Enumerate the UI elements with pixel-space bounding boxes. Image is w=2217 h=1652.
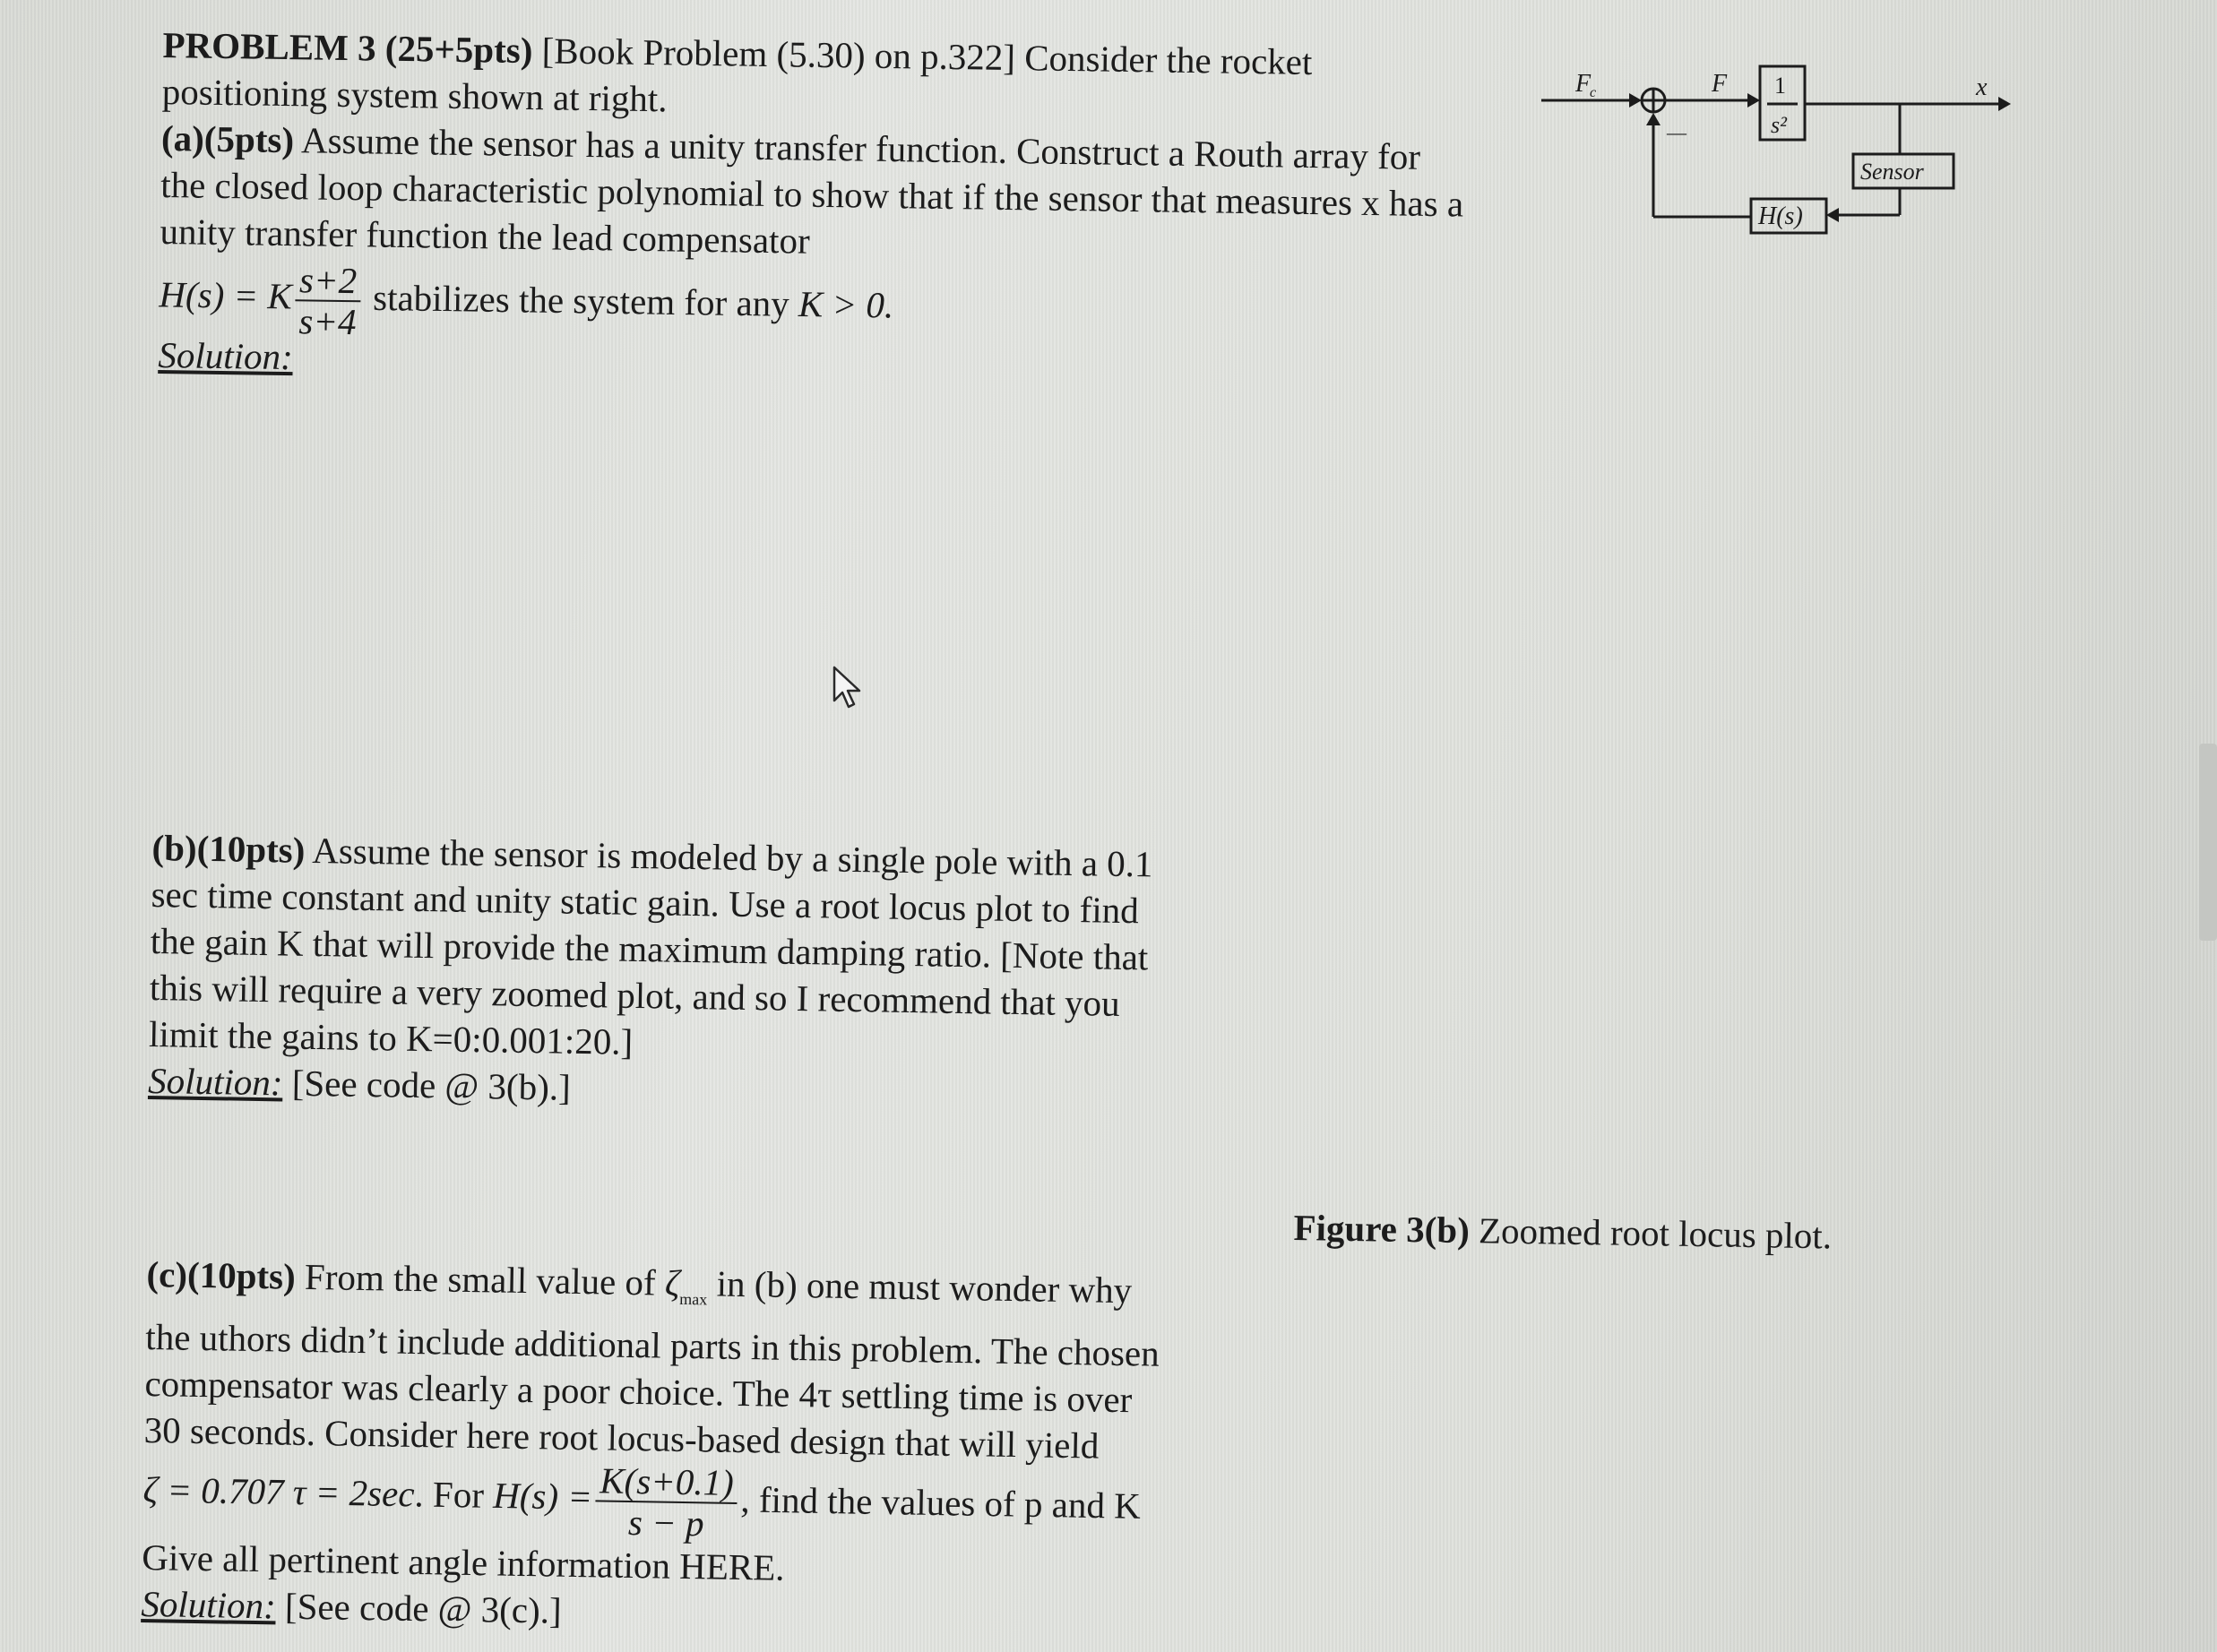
input-subscript: c [1590,85,1597,100]
part-b-text-4: this will require a very zoomed plot, and so I recommend that you [149,966,1121,1024]
output-label: x [1976,73,1988,101]
sensor-arrow [1826,208,1839,222]
figure-caption-label: Figure 3(b) [1293,1206,1471,1252]
problem-intro-2: positioning system shown at right. [161,70,668,120]
part-c-solution-text: [See code @ 3(c).] [275,1585,563,1631]
part-c-text-4: 30 seconds. Consider here root locus-based design that will yield [143,1408,1100,1467]
minus-sign: — [1667,121,1686,143]
block-diagram [1523,54,2025,251]
problem-intro: [Book Problem (5.30) on p.322] Consider the rocket [532,30,1313,83]
part-c-text-2: the uthors didn’t include additional parts in this problem. The chosen [145,1315,1160,1374]
plant-denominator: s² [1771,112,1787,138]
part-c-numerator: K(s+0.1) [596,1460,738,1504]
scrollbar-thumb[interactable] [2199,744,2217,941]
zeta-subscript: max [679,1289,708,1309]
formula-lhs: H(s) = K [159,273,293,317]
force-label: F [1712,70,1728,98]
part-c-fraction [595,1460,738,1544]
part-c-denominator: s − p [627,1501,704,1544]
part-b-text-3: the gain K that will provide the maximum damping ratio. [Note that [150,919,1149,978]
part-c-text-3: compensator was clearly a poor choice. The 4τ settling time is over [144,1362,1133,1421]
part-c [141,1251,1160,1644]
input-arrow [1629,93,1642,108]
design-spec: ζ = 0.707 τ = 2sec [142,1468,415,1515]
part-a-label: (a)(5pts) [160,116,295,161]
part-c-tail: , find the values of p and K [740,1478,1142,1527]
problem-header [158,22,1466,398]
compensator-label: H(s) [1758,202,1803,230]
part-c-text-6: Give all pertinent angle information HERE. [141,1536,785,1588]
formula-numerator: s+2 [296,260,361,302]
part-a-text-2: the closed loop characteristic polynomial to show that if the sensor that measures x has a [160,163,1464,225]
formula-condition: K > 0. [798,282,894,326]
part-c-solution-label: Solution: [141,1582,277,1627]
plant-numerator: 1 [1774,73,1786,99]
part-c-text-1a: From the small value of [295,1255,666,1304]
part-b-text-2: sec time constant and unity static gain. Use a root locus plot to find [151,873,1140,932]
figure-caption-text: Zoomed root locus plot. [1469,1209,1833,1257]
part-b-text-5: limit the gains to K=0:0.001:20.] [148,1012,634,1063]
problem-title: PROBLEM 3 (25+5pts) [162,23,533,72]
part-c-text-1b: in (b) one must wonder why [707,1262,1133,1312]
figure-caption [1293,1204,1832,1259]
sensor-label: Sensor [1860,159,1924,185]
feedback-arrow [1646,113,1661,125]
part-b-solution-text: [See code @ 3(b).] [282,1062,572,1108]
part-c-for: . For [414,1473,494,1516]
part-c-label: (c)(10pts) [146,1252,297,1297]
part-a-text-3: unity transfer function the lead compensator [160,210,811,262]
part-c-lhs: H(s) = [492,1474,593,1518]
formula-tail: stabilizes the system for any [363,276,799,324]
output-arrow [1998,97,2011,111]
formula-denominator: s+4 [298,300,357,343]
mouse-pointer-icon [832,665,867,711]
part-b-solution-label: Solution: [147,1059,283,1104]
part-a-text-1: Assume the sensor has a unity transfer function. Construct a Routh array for [293,119,1421,177]
force-arrow [1747,93,1760,108]
zeta-symbol: ζ [664,1261,680,1304]
part-a-solution-label: Solution: [158,333,294,378]
part-b [148,824,1153,1120]
input-label: F [1575,70,1592,98]
part-b-label: (b)(10pts) [151,826,306,871]
part-b-text-1: Assume the sensor is modeled by a single pole with a 0.1 [304,829,1153,885]
formula-fraction [295,260,360,341]
